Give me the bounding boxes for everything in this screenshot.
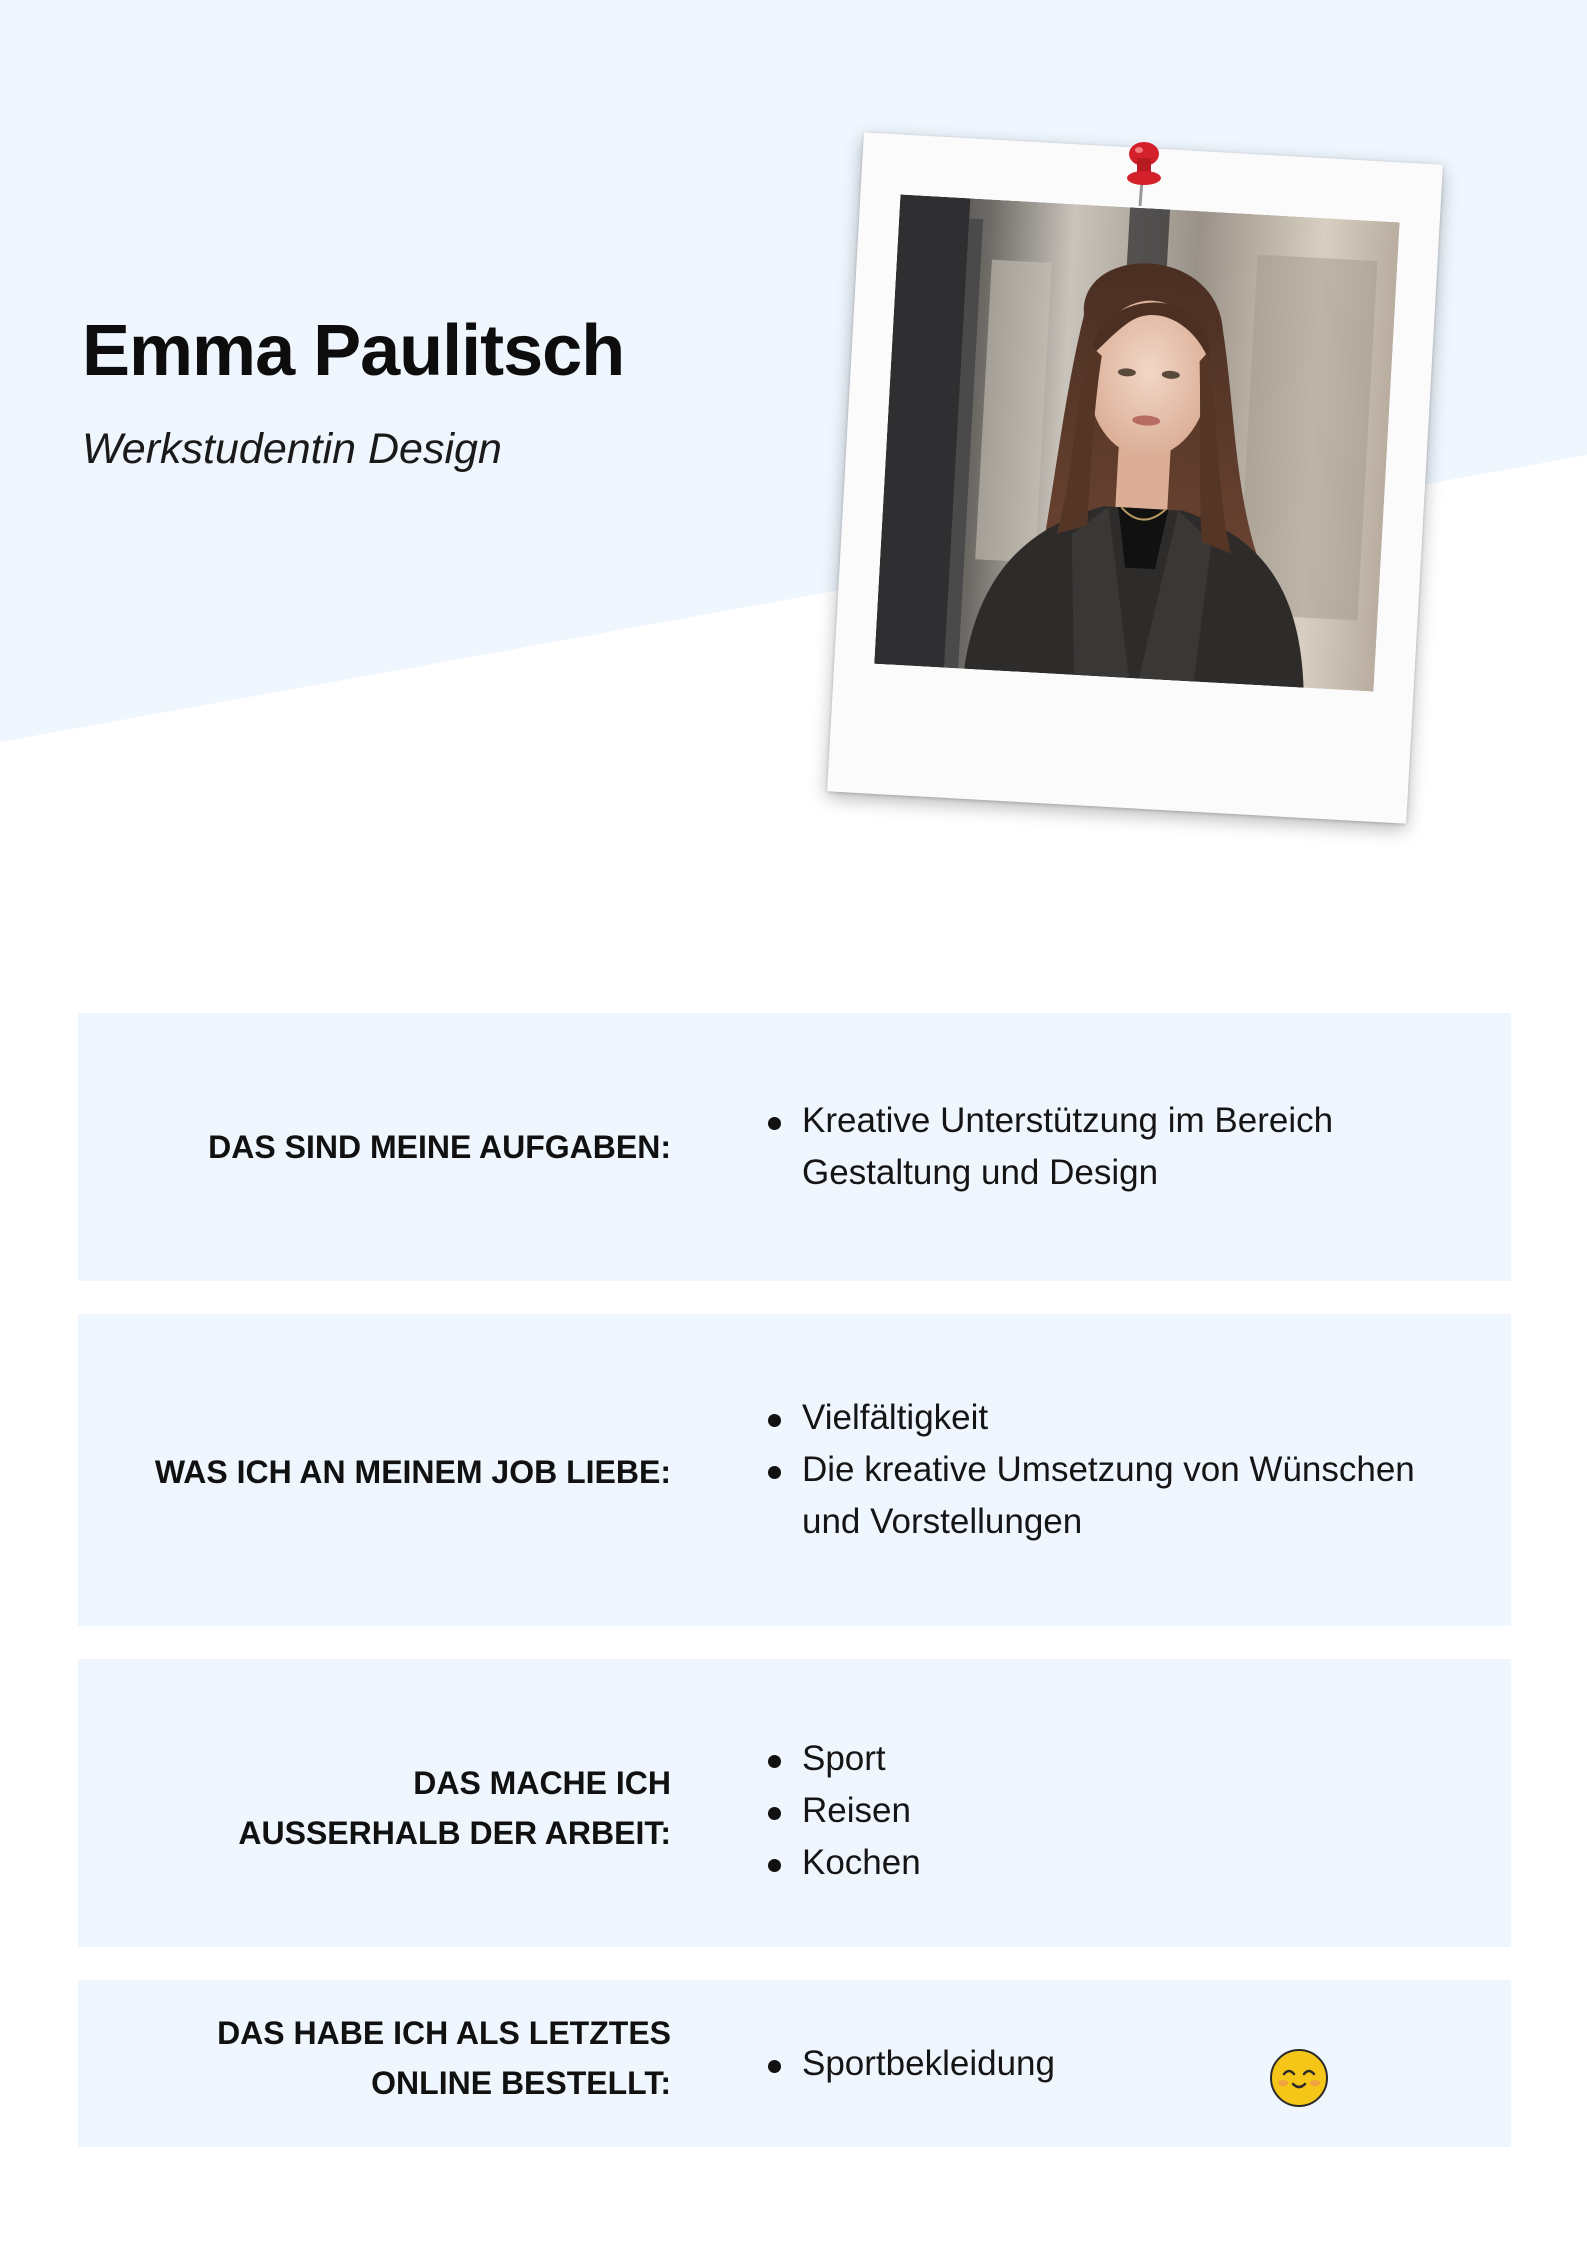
list-item bbox=[768, 1837, 921, 1889]
polaroid-frame bbox=[827, 132, 1443, 823]
list-item-line: Vielfältigkeit bbox=[802, 1398, 989, 1437]
profile-photo bbox=[874, 194, 1399, 691]
list-item-line: und Vorstellungen bbox=[802, 1502, 1083, 1541]
list-item-line: Kochen bbox=[802, 1843, 921, 1882]
red-pushpin-icon bbox=[1120, 140, 1168, 210]
list-item-line: Kreative Unterstützung im Bereich bbox=[802, 1101, 1334, 1140]
section-label bbox=[155, 1447, 671, 1497]
profile-role: Werkstudentin Design bbox=[82, 425, 502, 473]
section-label bbox=[208, 1122, 671, 1172]
section-label-line: WAS ICH AN MEINEM JOB LIEBE: bbox=[154, 1454, 671, 1490]
list-item bbox=[768, 2038, 1055, 2090]
section-card-love bbox=[78, 1314, 1511, 1626]
smiling-face-emoji-icon bbox=[1268, 2047, 1330, 2109]
section-card-hobbies bbox=[78, 1659, 1511, 1947]
section-list bbox=[768, 2038, 1055, 2090]
section-label-line: DAS SIND MEINE AUFGABEN: bbox=[208, 1129, 671, 1165]
section-list bbox=[768, 1733, 921, 1889]
section-label-line: DAS HABE ICH ALS LETZTES bbox=[217, 2015, 671, 2051]
list-item bbox=[768, 1392, 1415, 1444]
section-label-line: AUSSERHALB DER ARBEIT: bbox=[238, 1815, 671, 1851]
list-item-line: Sportbekleidung bbox=[802, 2044, 1055, 2083]
section-card-tasks bbox=[78, 1013, 1511, 1281]
list-item-line: Reisen bbox=[802, 1791, 911, 1830]
list-item bbox=[768, 1444, 1415, 1548]
list-item-line: Die kreative Umsetzung von Wünschen bbox=[802, 1450, 1415, 1489]
profile-name: Emma Paulitsch bbox=[82, 311, 625, 391]
section-label-line: DAS MACHE ICH bbox=[413, 1765, 671, 1801]
list-item-line: Sport bbox=[802, 1739, 886, 1778]
section-label-line: ONLINE BESTELLT: bbox=[371, 2065, 671, 2101]
list-item bbox=[768, 1785, 921, 1837]
list-item bbox=[768, 1095, 1333, 1199]
section-list bbox=[768, 1392, 1415, 1548]
list-item bbox=[768, 1733, 921, 1785]
section-list bbox=[768, 1095, 1333, 1199]
list-item-line: Gestaltung und Design bbox=[802, 1153, 1159, 1192]
section-label bbox=[238, 1758, 671, 1858]
section-label bbox=[217, 2008, 671, 2108]
